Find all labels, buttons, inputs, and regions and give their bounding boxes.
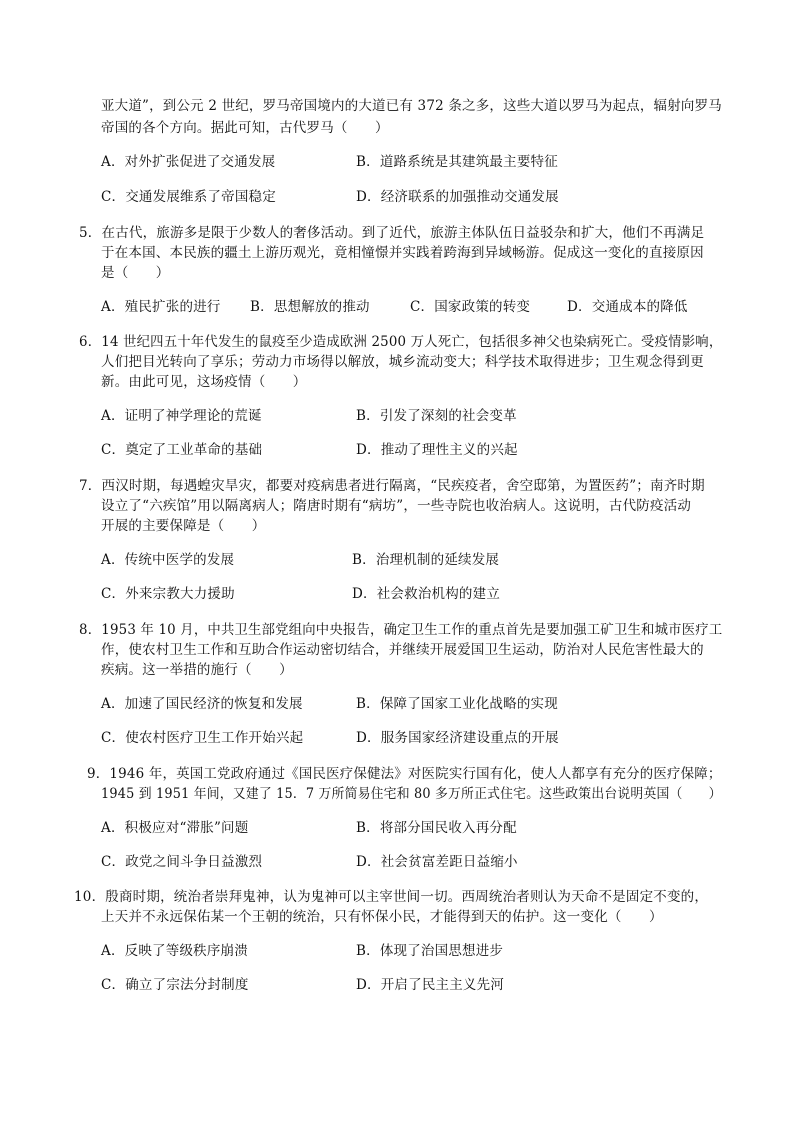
question-stem-line: 5．在古代，旅游多是限于少数人的奢侈活动。到了近代，旅游主体队伍日益驳杂和扩大，他们不再满足 bbox=[79, 225, 705, 241]
option-c[interactable]: C．使农村医疗卫生工作开始兴起 bbox=[101, 730, 304, 746]
option-a[interactable]: A．积极应对“滞胀”问题 bbox=[101, 820, 249, 836]
question-stem-line: 10．殷商时期，统治者崇拜鬼神，认为鬼神可以主宰世间一切。西周统治者则认为天命不是固定不变的， bbox=[74, 889, 709, 905]
option-c[interactable]: C．外来宗教大力援助 bbox=[101, 586, 235, 602]
option-c[interactable]: C．政党之间斗争日益激烈 bbox=[101, 854, 263, 870]
option-a[interactable]: A．加速了国民经济的恢复和发展 bbox=[101, 696, 303, 712]
option-a[interactable]: A．证明了神学理论的荒诞 bbox=[101, 408, 262, 424]
question-text-line: 是（ ） bbox=[101, 265, 170, 281]
option-d[interactable]: D．社会救治机构的建立 bbox=[352, 586, 501, 602]
option-b[interactable]: B．引发了深刻的社会变革 bbox=[356, 408, 517, 424]
question-text-line: 疾病。这一举措的施行（ ） bbox=[101, 662, 293, 678]
option-a[interactable]: A．反映了等级秩序崩溃 bbox=[101, 943, 248, 959]
question-text-line: 设立了“六疾馆”用以隔离病人；隋唐时期有“病坊”，一些寺院也收治病人。这说明，古代防疫活动 bbox=[101, 498, 692, 514]
option-d[interactable]: D．交通成本的降低 bbox=[567, 299, 688, 315]
option-b[interactable]: B．道路系统是其建筑最主要特征 bbox=[356, 154, 558, 170]
option-a[interactable]: A．殖民扩张的进行 bbox=[101, 299, 221, 315]
option-a[interactable]: A．对外扩张促进了交通发展 bbox=[101, 154, 276, 170]
option-b[interactable]: B．治理机制的延续发展 bbox=[352, 552, 500, 568]
question-text-line: 作，使农村卫生工作和互助合作运动密切结合，并继续开展爱国卫生运动，防治对人民危害性最大的 bbox=[101, 642, 704, 658]
question-text-line: 开展的主要保障是（ ） bbox=[101, 518, 266, 534]
option-c[interactable]: C．国家政策的转变 bbox=[410, 299, 531, 315]
option-b[interactable]: B．保障了国家工业化战略的实现 bbox=[356, 696, 558, 712]
option-c[interactable]: C．奠定了工业革命的基础 bbox=[101, 442, 263, 458]
option-c[interactable]: C．确立了宗法分封制度 bbox=[101, 977, 249, 993]
question-stem-line: 6．14 世纪四五十年代发生的鼠疫至少造成欧洲 2500 万人死亡，包括很多神父也染病死亡。受疫情影响， bbox=[79, 334, 723, 350]
option-b[interactable]: B．将部分国民收入再分配 bbox=[356, 820, 517, 836]
option-d[interactable]: D．服务国家经济建设重点的开展 bbox=[356, 730, 559, 746]
question-text-line: 帝国的各个方向。据此可知，古代罗马（ ） bbox=[101, 120, 389, 136]
question-text-line: 亚大道”，到公元 2 世纪，罗马帝国境内的大道已有 372 条之多，这些大道以罗马为起点，辐射向罗马 bbox=[101, 98, 722, 114]
option-b[interactable]: B．思想解放的推动 bbox=[250, 299, 370, 315]
question-text-line: 上天并不永远保佑某一个王朝的统治，只有怀保小民，才能得到天的佑护。这一变化（ ） bbox=[101, 909, 663, 925]
question-text-line: 人们把目光转向了享乐；劳动力市场得以解放，城乡流动变大；科学技术取得进步；卫生观念得到更 bbox=[101, 354, 704, 370]
option-d[interactable]: D．开启了民主主义先河 bbox=[356, 977, 505, 993]
question-stem-line: 7．西汉时期，每遇蝗灾旱灾，都要对疫病患者进行隔离，“民疾疫者，舍空邸第，为置医药”；南齐时期 bbox=[79, 478, 705, 494]
question-stem-line: 9．1946 年，英国工党政府通过《国民医疗保健法》对医院实行国有化，使人人都享有充分的医疗保障； bbox=[87, 766, 722, 782]
option-a[interactable]: A．传统中医学的发展 bbox=[101, 552, 235, 568]
question-text-line: 1945 到 1951 年间，又建了 15．7 万所简易住宅和 80 多万所正式住宅。这些政策出台说明英国（ ） bbox=[101, 786, 722, 802]
option-d[interactable]: D．推动了理性主义的兴起 bbox=[356, 442, 518, 458]
option-d[interactable]: D．经济联系的加强推动交通发展 bbox=[356, 189, 559, 205]
question-text-line: 于在本国、本民族的疆土上游历观光，竟相憧憬并实践着跨海到异域畅游。促成这一变化的直接原因 bbox=[101, 245, 704, 261]
option-b[interactable]: B．体现了治国思想进步 bbox=[356, 943, 504, 959]
question-stem-line: 8．1953 年 10 月，中共卫生部党组向中央报告，确定卫生工作的重点首先是要加强工矿卫生和城市医疗工 bbox=[79, 622, 723, 638]
option-c[interactable]: C．交通发展维系了帝国稳定 bbox=[101, 189, 276, 205]
option-d[interactable]: D．社会贫富差距日益缩小 bbox=[356, 854, 518, 870]
question-text-line: 新。由此可见，这场疫情（ ） bbox=[101, 374, 307, 390]
